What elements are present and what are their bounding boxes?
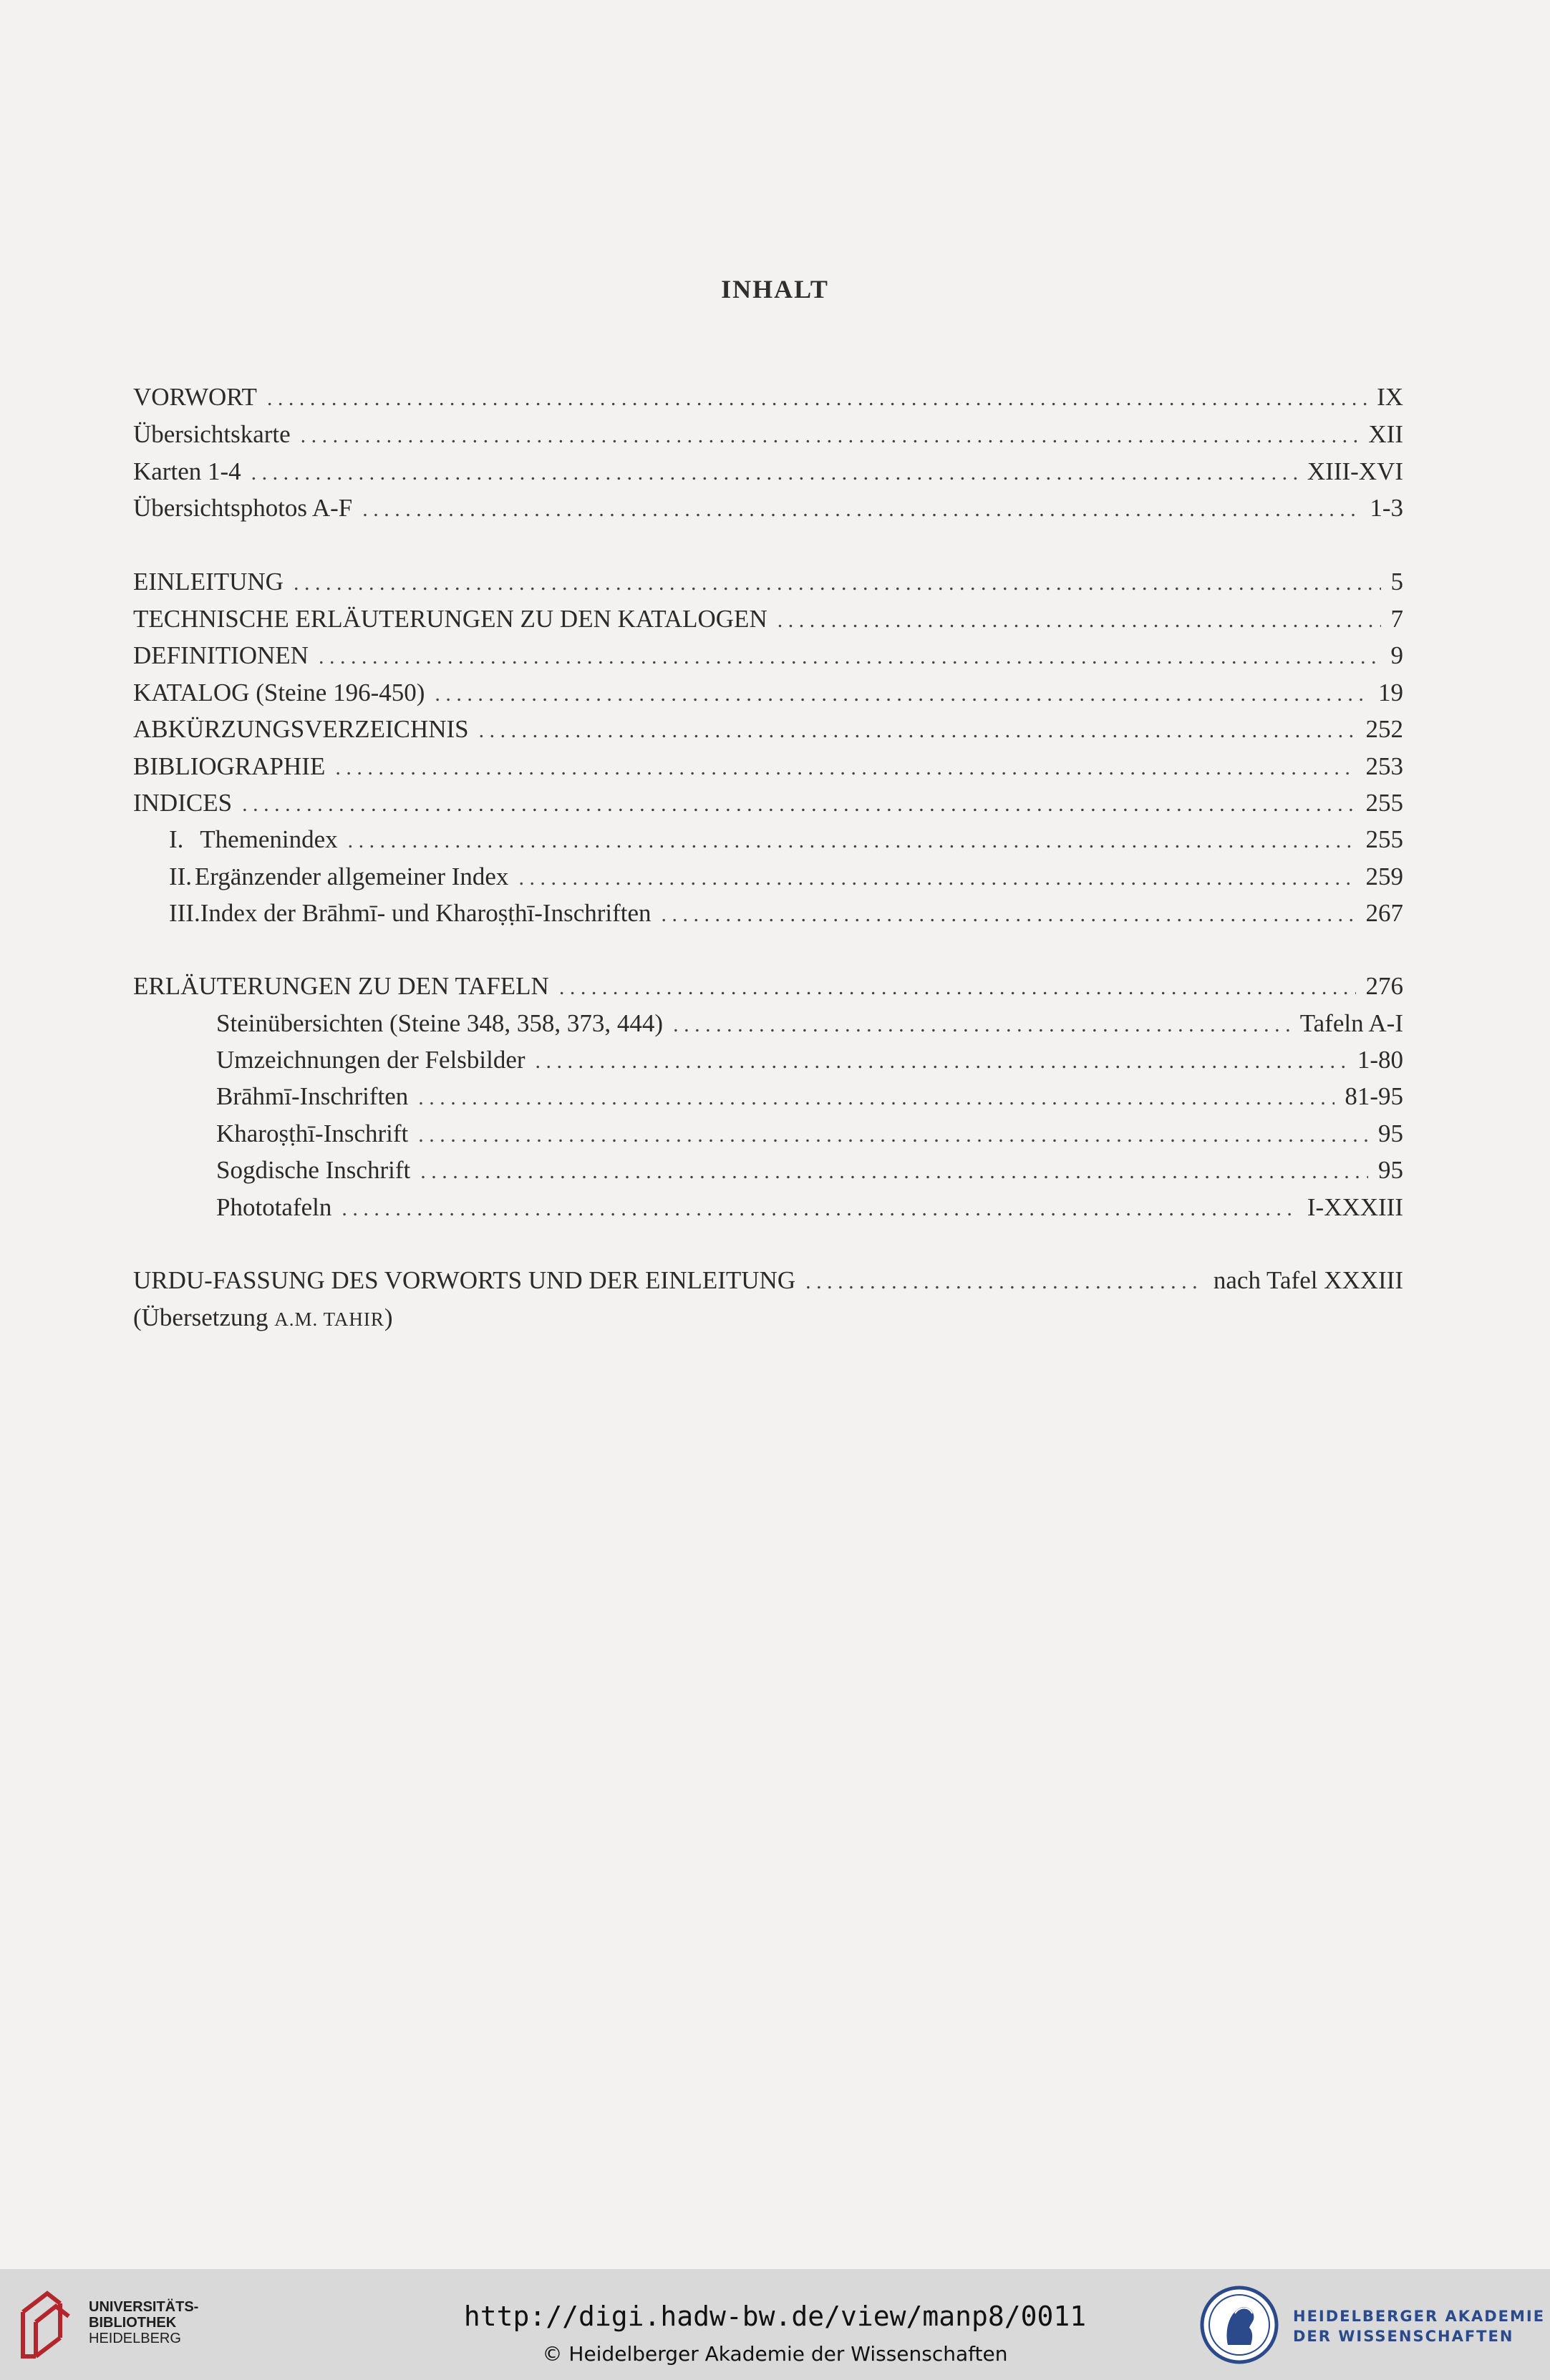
toc-number: III.	[169, 899, 200, 927]
translator-name: A.M. TAHIR	[274, 1308, 384, 1330]
toc-leader	[518, 866, 1355, 890]
toc-page: 9	[1390, 641, 1403, 669]
toc-label: KATALOG (Steine 196-450)	[133, 679, 425, 706]
toc-page: 267	[1365, 899, 1403, 927]
copyright-notice: © Heidelberger Akademie der Wissenschaften	[542, 2342, 1008, 2366]
toc-page: nach Tafel XXXIII	[1213, 1266, 1403, 1294]
toc-leader	[418, 1086, 1335, 1110]
toc-page: 252	[1365, 715, 1403, 743]
toc-entry-phototafeln[interactable]	[133, 1193, 1403, 1230]
toc-label: INDICES	[133, 789, 233, 817]
toc-page: 1-3	[1370, 494, 1403, 522]
toc-entry-umzeichnungen[interactable]	[133, 1046, 1403, 1083]
footer-bar	[0, 2269, 1550, 2380]
toc-entry-brahmi-inschriften[interactable]	[133, 1082, 1403, 1119]
toc-leader	[673, 1013, 1290, 1037]
toc-leader	[342, 1197, 1297, 1221]
toc-entry-steinuebersichten[interactable]	[133, 1009, 1403, 1046]
toc-page: 19	[1378, 679, 1403, 706]
library-line-3: HEIDELBERG	[89, 2331, 181, 2346]
toc-entry-abkuerzungsverzeichnis[interactable]	[133, 715, 1403, 752]
academy-name	[1293, 2306, 1545, 2346]
toc-entry-bibliographie[interactable]	[133, 752, 1403, 790]
toc-leader	[348, 829, 1356, 853]
toc-entry-urdu-fassung[interactable]	[133, 1266, 1403, 1303]
toc-label: Index der Brāhmī- und Kharoṣṭhī-Inschriften	[200, 899, 652, 927]
toc-entry-indices[interactable]	[133, 789, 1403, 826]
toc-leader	[479, 719, 1356, 743]
toc-entry-themenindex[interactable]	[133, 825, 1403, 863]
toc-label: TECHNISCHE ERLÄUTERUNGEN ZU DEN KATALOGEN	[133, 605, 767, 633]
toc-page: IX	[1377, 383, 1403, 411]
academy-line-1: HEIDELBERGER AKADEMIE	[1293, 2308, 1546, 2325]
toc-leader	[435, 682, 1368, 706]
toc-entry-karten[interactable]	[133, 457, 1403, 495]
toc-leader	[418, 1123, 1368, 1147]
toc-entry-vorwort[interactable]	[133, 383, 1403, 420]
toc-page: 95	[1378, 1119, 1403, 1147]
toc-label: Phototafeln	[216, 1193, 332, 1221]
toc-label: EINLEITUNG	[133, 568, 284, 596]
toc-entry-einleitung[interactable]	[133, 568, 1403, 605]
toc-entry-allgemeiner-index[interactable]	[133, 863, 1403, 900]
toc-leader	[319, 645, 1381, 669]
academy-line-2: DER WISSENSCHAFTEN	[1293, 2328, 1514, 2345]
toc-page: 81-95	[1345, 1082, 1403, 1110]
toc-label: Übersichtskarte	[133, 420, 291, 448]
toc-entry-technische-erlaeuterungen[interactable]	[133, 605, 1403, 642]
translation-prefix: (Übersetzung	[133, 1303, 275, 1331]
toc-page: 95	[1378, 1156, 1403, 1184]
toc-label: VORWORT	[133, 383, 257, 411]
toc-page: 253	[1365, 752, 1403, 780]
toc-page: XII	[1368, 420, 1403, 448]
toc-label: BIBLIOGRAPHIE	[133, 752, 326, 780]
toc-label: Themenindex	[200, 825, 338, 853]
toc-label: Übersichtsphotos A-F	[133, 494, 353, 522]
toc-label: Umzeichnungen der Felsbilder	[216, 1046, 525, 1074]
toc-page: 276	[1365, 972, 1403, 1000]
toc-page: 255	[1365, 825, 1403, 853]
source-url-link[interactable]: http://digi.hadw-bw.de/view/manp8/0011	[463, 2301, 1087, 2332]
toc-label: DEFINITIONEN	[133, 641, 309, 669]
toc-leader	[251, 461, 1297, 485]
toc-page: 259	[1365, 863, 1403, 890]
toc-entry-erlaeuterungen-tafeln[interactable]	[133, 972, 1403, 1009]
toc-entry-uebersichtskarte[interactable]	[133, 420, 1403, 457]
toc-leader	[536, 1049, 1347, 1074]
toc-label: Steinübersichten (Steine 348, 358, 373, 444)	[216, 1009, 664, 1037]
library-line-1: UNIVERSITÄTS-	[89, 2299, 199, 2315]
toc-entry-definitionen[interactable]	[133, 641, 1403, 679]
toc-leader	[335, 756, 1355, 780]
toc-leader	[362, 497, 1360, 522]
toc-number: II.	[169, 863, 193, 890]
toc-label: Brāhmī-Inschriften	[216, 1082, 409, 1110]
toc-label: Kharoṣṭhī-Inschrift	[216, 1119, 409, 1147]
toc-leader	[559, 976, 1356, 1000]
academy-seal-icon	[1199, 2285, 1279, 2365]
translation-note	[133, 1303, 1403, 1341]
toc-leader	[420, 1160, 1368, 1184]
toc-page: XIII-XVI	[1307, 457, 1403, 485]
toc-number: I.	[169, 825, 184, 853]
toc-label: Ergänzender allgemeiner Index	[194, 863, 509, 890]
toc-leader	[242, 792, 1355, 817]
translation-suffix: )	[384, 1303, 393, 1331]
toc-leader	[778, 608, 1381, 633]
page-title: INHALT	[721, 275, 829, 303]
toc-leader	[294, 571, 1381, 596]
toc-label: ERLÄUTERUNGEN ZU DEN TAFELN	[133, 972, 549, 1000]
toc-leader	[805, 1270, 1203, 1294]
toc-leader	[662, 903, 1356, 927]
toc-label: Karten 1-4	[133, 457, 241, 485]
toc-entry-sogdische-inschrift[interactable]	[133, 1156, 1403, 1193]
toc-leader	[301, 424, 1359, 448]
toc-entry-katalog[interactable]	[133, 679, 1403, 716]
toc-page: Tafeln A-I	[1299, 1009, 1403, 1037]
toc-entry-inschriften-index[interactable]	[133, 899, 1403, 936]
toc-leader	[267, 387, 1367, 411]
toc-page: 7	[1390, 605, 1403, 633]
library-line-2: BIBLIOTHEK	[89, 2315, 177, 2331]
toc-entry-uebersichtsphotos[interactable]	[133, 494, 1403, 531]
toc-label: URDU-FASSUNG DES VORWORTS UND DER EINLEITUNG	[133, 1266, 796, 1294]
toc-label: Sogdische Inschrift	[216, 1156, 411, 1184]
toc-label: ABKÜRZUNGSVERZEICHNIS	[133, 715, 469, 743]
toc-page: I-XXXIII	[1307, 1193, 1403, 1221]
toc-page: 5	[1390, 568, 1403, 596]
toc-page: 255	[1365, 789, 1403, 817]
toc-page: 1-80	[1357, 1046, 1403, 1074]
toc-entry-kharosthi-inschrift[interactable]	[133, 1119, 1403, 1157]
